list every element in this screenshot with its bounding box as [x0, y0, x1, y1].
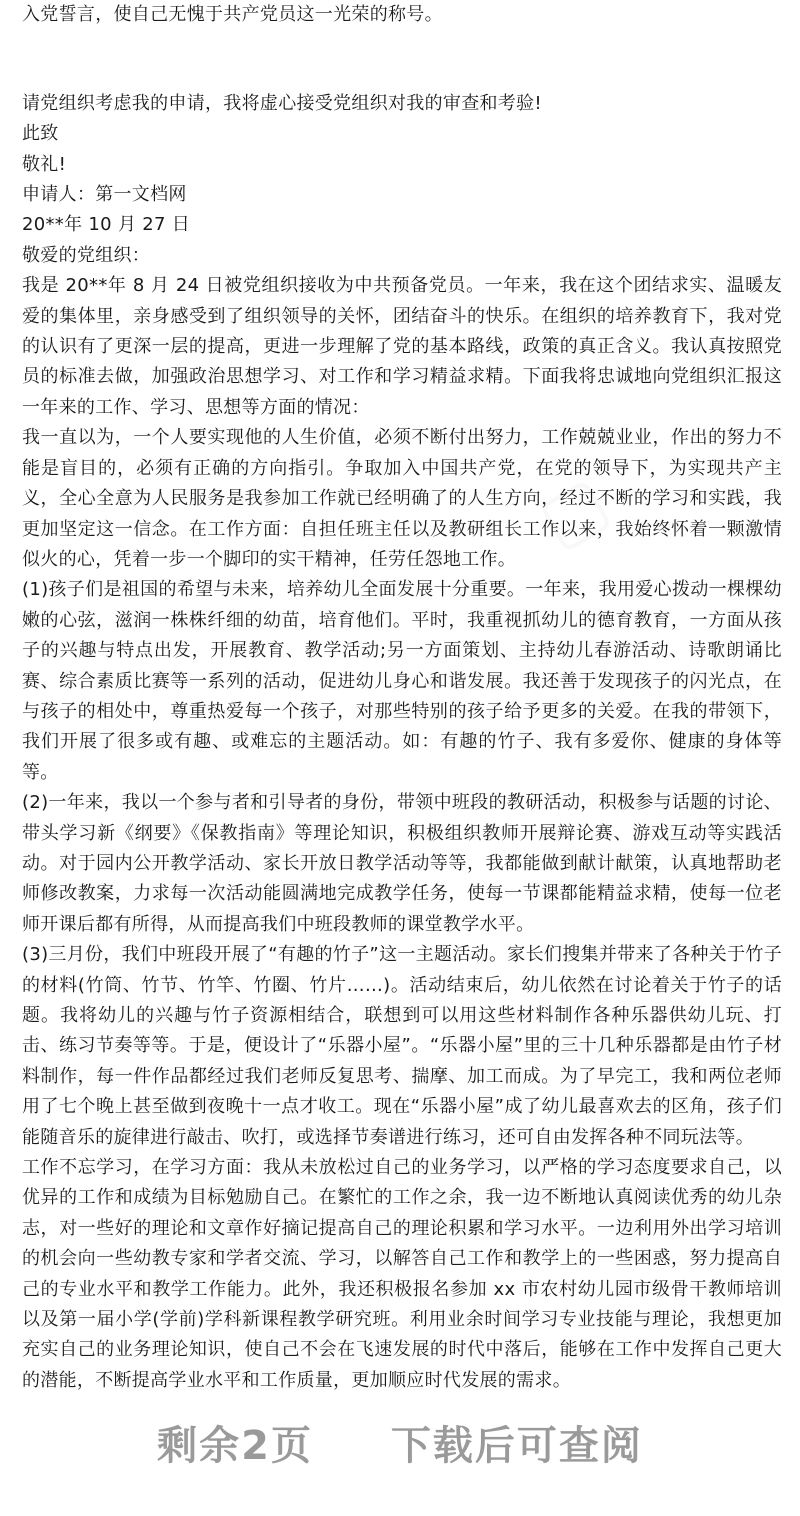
body-paragraph: (2)一年来，我以一个参与者和引导者的身份，带领中班段的教研活动，积极参与话题的讨论、带头学习新《纲要》《保教指南》等理论知识，积极组织教师开展辩论赛、游戏互动等实践活动。对于园内公开教学活动、家长开放日教学活动等等，我都能做到献计献策，认真地帮助老师修改教案，力求每一次活动能圆满地完成教学任务，使每一节课都能精益求精，使每一位老师开课后都有所得，从而提高我们中班段教师的课堂教学水平。 [22, 792, 782, 935]
intro-paragraph: 入党誓言，使自己无愧于共产党员这一光荣的称号。 [22, 4, 443, 26]
document-body [22, 0, 782, 1396]
body-paragraph: 工作不忘学习，在学习方面：我从未放松过自己的业务学习，以严格的学习态度要求自己，以优异的工作和成绩为目标勉励自己。在繁忙的工作之余，我一边不断地认真阅读优秀的幼儿杂志，对一些好的理论和文章作好摘记提高自己的理论积累和学习水平。一边利用外出学习培训的机会向一些幼教专家和学者交流、学习，以解答自己工作和教学上的一些困惑，努力提高自己的专业水平和教学工作能力。此外，我还积极报名参加 xx 市农村幼儿园市级骨干教师培训以及第一届小学(学前)学科新课程教学研究班。利用业余时间学习专业技能与理论，我想更加充实自己的业务理论知识，使自己不会在飞速发展的时代中落后，能够在工作中发挥自己更大的潜能，不断提高学业水平和工作质量，更加顺应时代发展的需求。 [22, 1157, 782, 1391]
paragraph-gap [22, 31, 782, 89]
body-paragraph: (3)三月份，我们中班段开展了“有趣的竹子”这一主题活动。家长们搜集并带来了各种关于竹子的材料(竹筒、竹节、竹竿、竹圈、竹片……)。活动结束后，幼儿依然在讨论着关于竹子的话题。我将幼儿的兴趣与竹子资源相结合，联想到可以用这些材料制作各种乐器供幼儿玩、打击、练习节奏等等。于是，便设计了“乐器小屋”。“乐器小屋”里的三十几种乐器都是由竹子材料制作，每一件作品都经过我们老师反复思考、揣摩、加工而成。为了早完工，我和两位老师用了七个晚上甚至做到夜晚十一点才收工。现在“乐器小屋”成了幼儿最喜欢去的区角，孩子们能随音乐的旋律进行敲击、吹打，或选择节奏谱进行练习，还可自由发挥各种不同玩法等。 [22, 944, 782, 1148]
download-to-view-label[interactable]: 下载后可查阅 [390, 1423, 643, 1469]
salutation-line: 敬爱的党组织： [22, 244, 151, 266]
watermark: ▢ [523, 458, 623, 564]
date-line: 20**年 10 月 27 日 [22, 214, 191, 236]
remaining-pages-label: 剩余2页 [157, 1423, 313, 1469]
closing-line-cizhi: 此致 [22, 123, 59, 145]
download-banner[interactable] [0, 1414, 800, 1471]
closing-line-jingli: 敬礼! [22, 153, 67, 175]
body-paragraph: 我是 20**年 8 月 24 日被党组织接收为中共预备党员。一年来，我在这个团结求实、温暖友爱的集体里，亲身感受到了组织领导的关怀，团结奋斗的快乐。在组织的培养教育下，我对党的认识有了更深一层的提高，更进一步理解了党的基本路线，政策的真正含义。我认真按照党员的标准去做，加强政治思想学习、对工作和学习精益求精。下面我将忠诚地向党组织汇报这一年来的工作、学习、思想等方面的情况： [22, 275, 782, 418]
closing-line-request: 请党组织考虑我的申请，我将虚心接受党组织对我的审查和考验! [22, 92, 542, 114]
body-paragraph: (1)孩子们是祖国的希望与未来，培养幼儿全面发展十分重要。一年来，我用爱心拨动一棵棵幼嫩的心弦，滋润一株株纤细的幼苗，培育他们。平时，我重视抓幼儿的德育教育，一方面从孩子的兴趣与特点出发，开展教育、教学活动;另一方面策划、主持幼儿春游活动、诗歌朗诵比赛、综合素质比赛等一系列的活动，促进幼儿身心和谐发展。我还善于发现孩子的闪光点，在与孩子的相处中，尊重热爱每一个孩子，对那些特别的孩子给予更多的关爱。在我的带领下，我们开展了很多或有趣、或难忘的主题活动。如：有趣的竹子、我有多爱你、健康的身体等等。 [22, 579, 782, 783]
body-paragraph: 我一直以为，一个人要实现他的人生价值，必须不断付出努力，工作兢兢业业，作出的努力不能是盲目的，必须有正确的方向指引。争取加入中国共产党，在党的领导下，为实现共产主义，全心全意为人民服务是我参加工作就已经明确了的人生方向，经过不断的学习和实践，我更加坚定这一信念。在工作方面：自担任班主任以及教研组长工作以来，我始终怀着一颗激情似火的心，凭着一步一个脚印的实干精神，任劳任怨地工作。 [22, 427, 782, 570]
applicant-line: 申请人：第一文档网 [22, 184, 187, 206]
